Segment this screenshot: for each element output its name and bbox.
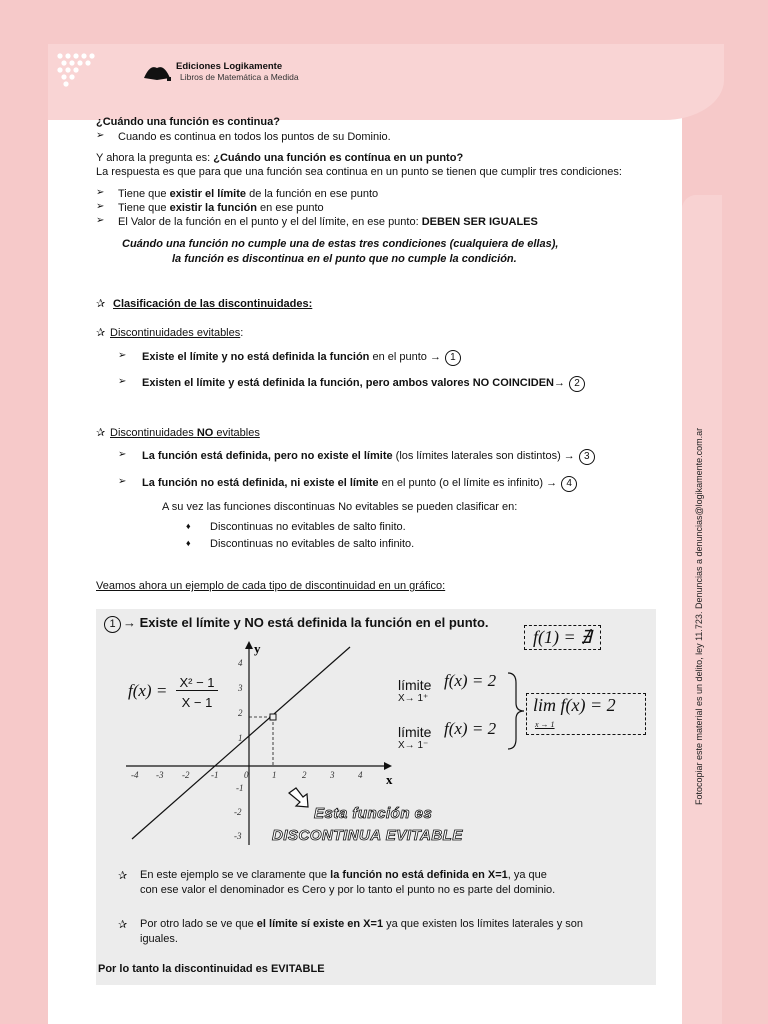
bullet-arrow-icon: ➢ [118,476,127,487]
condition-2-bold: existir la función [169,202,257,214]
circled-number-3: 3 [579,449,595,465]
banner-line-1: Esta función es [314,805,433,822]
figure-note-2-post: ya que existen los límites laterales y son [383,918,583,930]
function-numerator: X² − 1 [176,675,218,691]
y-tick: 1 [238,733,243,743]
figure-title-text: → Existe el límite y NO está definida la función en el punto. [123,615,489,630]
figure-note-1-bold: la función no está definida en X=1 [330,869,508,881]
banner-line-2: DISCONTINUA EVITABLE [272,827,463,844]
star-icon: ✰ [96,427,106,439]
header-band [48,44,724,120]
star-icon: ✰ [118,870,128,882]
circled-number-2: 2 [569,376,585,392]
condition-1 [118,188,378,200]
subclass-1: Discontinuas no evitables de salto finito. [210,521,406,533]
condition-2 [118,202,324,214]
f-of-1-box: f(1) = ∄ [524,625,601,650]
y-tick: 4 [238,658,243,668]
x-axis-arrow-icon [384,762,392,770]
condition-3-pre: El Valor de la función en el punto y el del límite, en ese punto: [118,216,422,228]
question-point: ¿Cuándo una función es contínua en un punto? [213,152,464,164]
brand-name: Ediciones Logikamente [176,61,283,72]
note-line-2: la función es discontinua en el punto que no cumple la condición. [172,253,517,265]
limit-box [526,693,646,735]
no-evitable-case-3 [142,449,595,465]
bullet-arrow-icon: ➢ [96,201,105,212]
no-evitable-case-4-bold: La función no está definida, ni existe el límite [142,477,379,489]
question-continuous: ¿Cuándo una función es continua? [96,116,280,128]
limit-word-plus: límite [398,677,432,693]
evitable-case-1 [142,350,461,366]
evitables-heading [110,327,243,339]
bullet-arrow-icon: ➢ [96,187,105,198]
condition-1-post: de la función en ese punto [246,188,379,200]
circled-number-1: 1 [445,350,461,366]
subclass-intro: A su vez las funciones discontinuas No evitables se pueden clasificar en: [162,501,518,513]
example-figure [96,609,656,985]
y-tick: 2 [238,708,243,718]
no-evitable-case-4 [142,476,577,492]
no-evitables-pre: Discontinuidades [110,427,197,439]
condition-2-pre: Tiene que [118,202,170,214]
copyright-notice: Fotocopiar este material es un delito, ley 11.723. Denuncias a denuncias@logikamente.com.ar [694,427,704,805]
diamond-bullet-icon: ♦ [186,538,191,548]
function-lhs: f(x) = [128,681,168,700]
x-tick: 1 [272,770,277,780]
x-tick: -4 [131,770,139,780]
limit-minus-sub: X→ 1⁻ [398,740,429,751]
figure-note-1-line-2: con ese valor el denominador es Cero y por lo tanto el punto no es parte del dominio. [140,884,556,896]
limit-plus-expr: f(x) = 2 [444,671,497,690]
circled-number-1: 1 [104,616,121,633]
y-tick: 3 [238,683,243,693]
x-tick: 3 [330,770,335,780]
answer-point: La respuesta es que para que una función sea continua en un punto se tienen que cumplir tres condiciones: [96,166,622,178]
book-logo-icon [142,60,172,82]
classification-title: Clasificación de las discontinuidades: [113,298,313,310]
x-tick: -3 [156,770,164,780]
bullet-arrow-icon: ➢ [118,376,127,387]
evitable-case-2-bold: Existen el límite y está definida la función, pero ambos valores NO COINCIDEN→ [142,377,565,389]
diamond-bullet-icon: ♦ [186,521,191,531]
figure-note-1-pre: En este ejemplo se ve claramente que [140,869,331,881]
no-evitable-case-3-bold: La función está definida, pero no existe el límite [142,450,393,462]
figure-note-1-post: , ya que [507,869,547,881]
no-evitables-heading [110,427,260,439]
figure-note-2-pre: Por otro lado se ve que [140,918,257,930]
figure-note-2-line-2: iguales. [140,933,178,945]
circled-number-4: 4 [561,476,577,492]
bullet-arrow-icon: ➢ [96,130,105,141]
conclusion: Por lo tanto la discontinuidad es EVITABLE [98,963,325,975]
no-evitable-case-3-post: (los límites laterales son distintos) → [392,450,575,462]
open-point [270,714,276,720]
limit-box-sub: x → 1 [535,720,555,729]
brace-icon [506,671,526,751]
note-line-1: Cuándo una función no cumple una de estas tres condiciones (cualquiera de ellas), [122,238,559,250]
no-evitables-post: evitables [213,427,260,439]
brand-tagline: Libros de Matemática a Medida [180,72,299,82]
condition-3-bold: DEBEN SER IGUALES [421,216,538,228]
condition-2-post: en ese punto [257,202,324,214]
arrow-down-right-icon [286,785,312,811]
no-evitable-case-4-post: en el punto (o el límite es infinito) → [378,477,558,489]
limit-box-expr: lim f(x) = 2 [533,695,616,715]
figure-note-2 [140,918,583,930]
evitable-case-1-bold: Existe el límite y no está definida la función [142,351,370,363]
x-tick: 2 [302,770,307,780]
question-prefix: Y ahora la pregunta es: [96,152,211,164]
x-axis-label: x [386,772,393,787]
question-point-line [96,152,463,164]
x-tick: -2 [182,770,190,780]
dots-decoration-icon [54,50,98,90]
y-tick: -2 [234,807,242,817]
y-axis-arrow-icon [245,641,253,649]
star-icon: ✰ [96,298,106,310]
x-tick: 4 [358,770,363,780]
y-axis-label: y [254,641,261,656]
figure-note-2-bold: el límite sí existe en X=1 [256,918,384,930]
condition-3 [118,216,538,228]
bullet-arrow-icon: ➢ [118,350,127,361]
condition-1-bold: existir el límite [169,188,247,200]
star-icon: ✰ [96,327,106,339]
function-denominator: X − 1 [181,695,213,710]
evitable-case-2 [142,376,585,392]
condition-1-pre: Tiene que [118,188,170,200]
limit-plus-sub: X→ 1⁺ [398,693,429,704]
evitables-colon: : [240,327,244,339]
figure-note-1 [140,869,547,881]
y-tick: -3 [234,831,242,841]
limit-minus-expr: f(x) = 2 [444,719,497,738]
y-tick: -1 [236,783,244,793]
subclass-2: Discontinuas no evitables de salto infinito. [210,538,415,550]
evitable-case-1-post: en el punto → [369,351,441,363]
answer-continuous: Cuando es continua en todos los puntos de su Dominio. [118,131,391,143]
example-intro: Veamos ahora un ejemplo de cada tipo de discontinuidad en un gráfico: [96,580,446,592]
x-tick: 0 [244,770,249,780]
bullet-arrow-icon: ➢ [118,449,127,460]
limit-word-minus: límite [398,724,432,740]
star-icon: ✰ [118,919,128,931]
bullet-arrow-icon: ➢ [96,215,105,226]
no-evitables-bold: NO [196,427,214,439]
x-tick: -1 [211,770,219,780]
evitables-title: Discontinuidades evitables [110,327,241,339]
